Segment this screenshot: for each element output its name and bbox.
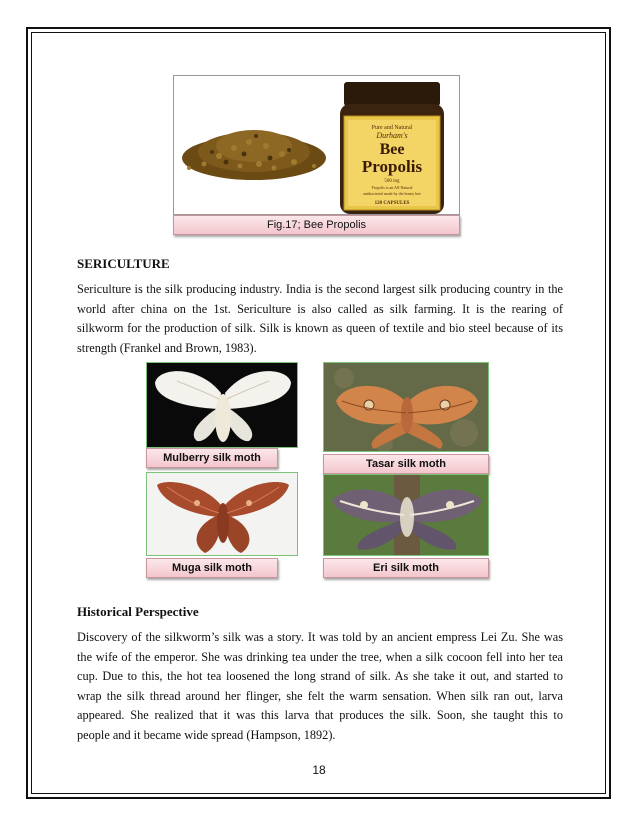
- bottle-label-dose: 500 mg: [384, 179, 400, 184]
- eri-moth-illustration: [324, 475, 489, 556]
- historical-perspective-heading: Historical Perspective: [77, 604, 199, 619]
- bee-propolis-illustration: [174, 76, 460, 215]
- paragraph-line: appeared. She realized that it was this larva that produces the silk. Soon, she taught this to: [77, 708, 563, 722]
- bottle-label-top: Pure and Natural: [371, 125, 413, 131]
- paragraph-line: wrap the silk thread around her flinger, she felt the warm sensation. When silk ran out, larva: [77, 688, 563, 703]
- historical-perspective-paragraph: [77, 628, 563, 745]
- tasar-moth-illustration: [324, 363, 489, 452]
- page-number: 18: [312, 763, 326, 777]
- tasar-moth-caption: Tasar silk moth: [323, 454, 489, 474]
- silk-moths-figure: [143, 362, 490, 574]
- paragraph-line: world after china on the 1st. Sericulture is also called as silk farming. It is the rearing of: [77, 301, 563, 316]
- bottle-label-brand: Durham's: [376, 131, 408, 140]
- paragraph-line: silkworm for the production of silk. Silk is known as queen of textile and bio steel because of its: [77, 321, 563, 335]
- eri-moth-photo: [323, 474, 489, 556]
- sericulture-heading: SERICULTURE: [77, 256, 170, 271]
- muga-moth-illustration: [147, 473, 298, 556]
- muga-moth-caption: Muga silk moth: [146, 558, 278, 578]
- sericulture-paragraph: [77, 280, 563, 358]
- paragraph-line: strength (Frankel and Brown, 1983).: [77, 340, 257, 355]
- paragraph-line: Discovery of the silkworm’s silk was a story. It was told by an ancient empress Lei Zu. She was: [77, 630, 563, 644]
- tasar-moth-photo: [323, 362, 489, 452]
- bottle-label-note2: antibacterial made by the honey bee: [363, 191, 421, 196]
- propolis-granules: [182, 130, 326, 180]
- mulberry-moth-illustration: [147, 363, 298, 448]
- mulberry-moth-photo: [146, 362, 298, 448]
- figure-17-caption: Fig.17; Bee Propolis: [173, 215, 460, 235]
- paragraph-line: the wife of the emperor. She was drinking tea under the tree, when a silk cocoon fell into her tea: [77, 649, 563, 664]
- bee-propolis-image: [173, 75, 460, 215]
- bottle-label-line1: Bee: [379, 141, 405, 158]
- bottle-label-line2: Propolis: [361, 157, 423, 176]
- muga-moth-photo: [146, 472, 298, 556]
- mulberry-moth-caption: Mulberry silk moth: [146, 448, 278, 468]
- bottle-label-count: 120 CAPSULES: [374, 201, 410, 206]
- paragraph-line: Sericulture is the silk producing industry. India is the second largest silk producing country in the: [77, 282, 563, 296]
- eri-moth-caption: Eri silk moth: [323, 558, 489, 578]
- paragraph-line: people and it became wide spread (Hampson, 1892).: [77, 727, 336, 742]
- paragraph-line: cup. Due to this, the hot tea loosened the long strand of silk. As she take it out, and started to: [77, 669, 563, 683]
- bottle-label-note1: Propolis is an All-Natural: [371, 185, 413, 190]
